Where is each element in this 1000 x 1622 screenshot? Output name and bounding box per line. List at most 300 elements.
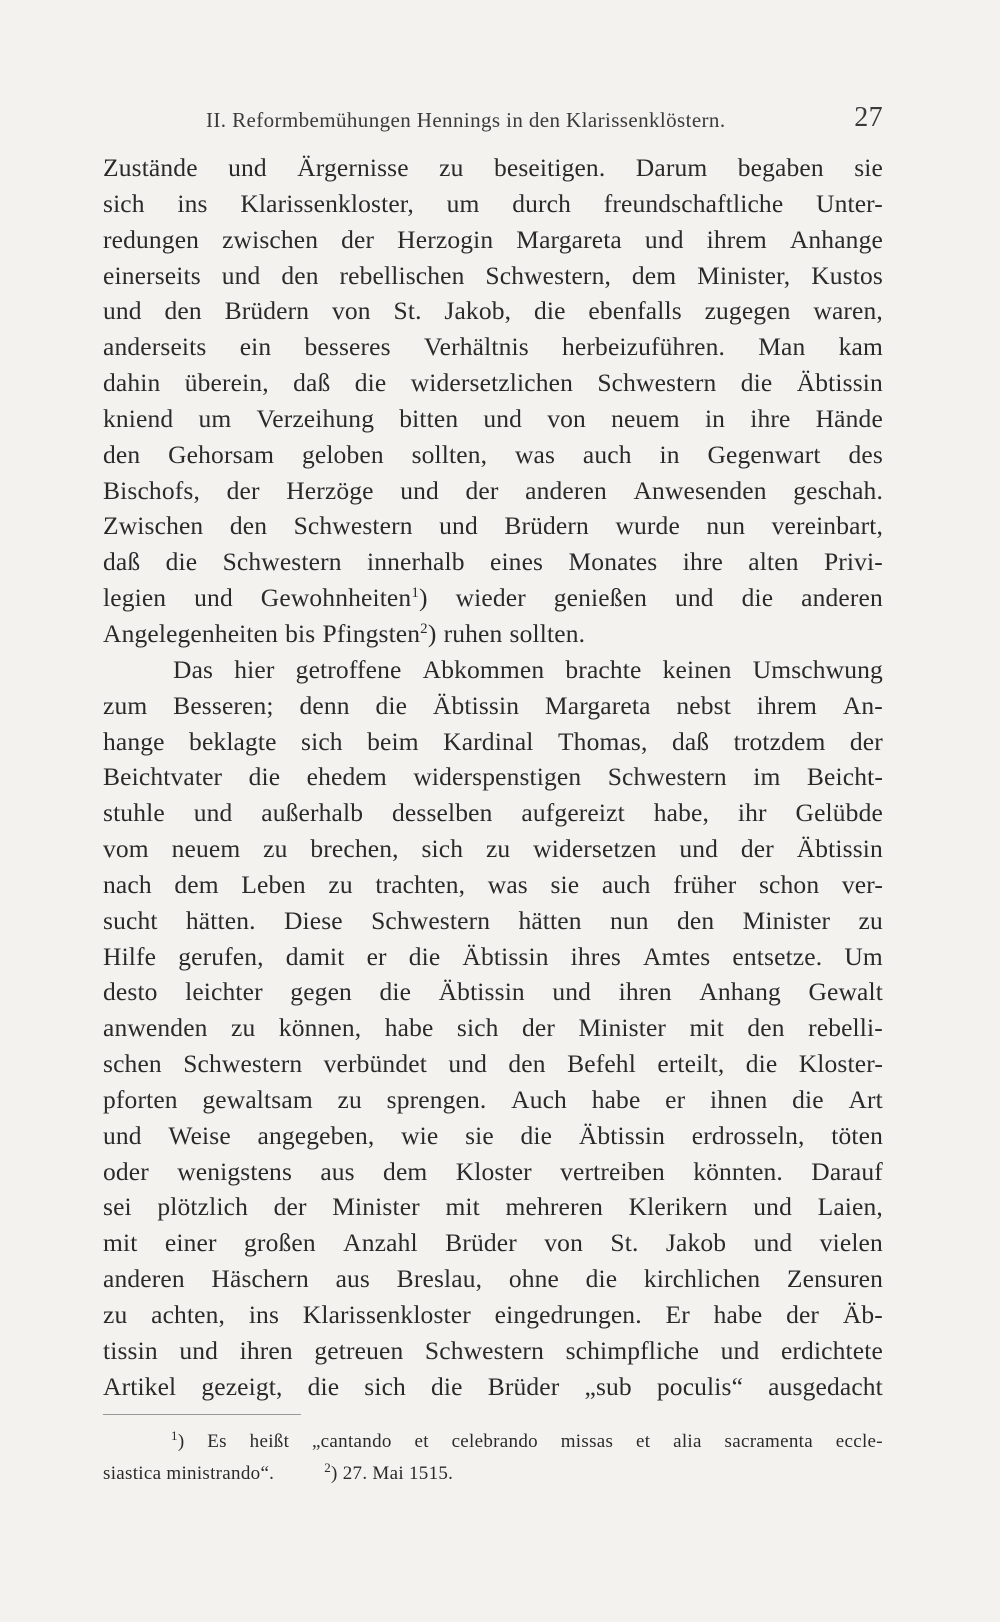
word: Minister,: [697, 260, 791, 290]
word: brechen,: [310, 834, 399, 864]
word: ausgedacht: [768, 1371, 883, 1401]
text-line: [103, 652, 883, 688]
word: Äbtissin: [796, 368, 883, 398]
word: Klarissenkloster: [302, 1300, 471, 1329]
word: Kustos: [811, 260, 883, 290]
word: anderseits: [103, 332, 207, 362]
word: Auch: [511, 1084, 567, 1114]
word: ihr: [737, 798, 767, 828]
word: Diese: [283, 905, 343, 935]
word: kirchlichen: [643, 1264, 761, 1294]
word: ehedem: [306, 762, 387, 792]
text-line: [103, 616, 883, 652]
word: Gelübde: [795, 798, 883, 828]
word: und: [179, 1335, 219, 1365]
word: gegen: [290, 977, 352, 1007]
word: Artikel: [103, 1371, 177, 1401]
word: widerspenstigen: [413, 762, 582, 792]
text-line: [103, 1333, 883, 1369]
text-line: [103, 1369, 883, 1405]
word: den: [229, 511, 268, 541]
word: Äbtissin: [578, 1120, 666, 1150]
word: dahin: [103, 368, 161, 398]
word: ver-: [841, 869, 883, 899]
word: sucht: [103, 905, 158, 935]
word: mit: [103, 1228, 138, 1258]
word: Gegenwart: [707, 439, 821, 469]
word: zu: [263, 834, 288, 864]
word: mit: [689, 1013, 724, 1043]
word: mehreren: [505, 1192, 603, 1222]
word: genießen: [553, 583, 648, 613]
word: um: [198, 403, 232, 433]
word: und: [674, 583, 714, 613]
word: „sub: [584, 1371, 632, 1401]
word: heißt: [249, 1431, 290, 1452]
word: und: [483, 403, 523, 433]
word: $^1$): [171, 1428, 185, 1452]
word: anderen: [801, 583, 883, 613]
footnote-text: $^2$) 27. Mai 1515.: [324, 1460, 454, 1484]
word: dem: [383, 1156, 428, 1186]
running-title: II. Reformbemühungen Hennings in den Klarissenklöstern.: [206, 108, 726, 132]
word: überein,: [184, 368, 269, 398]
word: oder: [103, 1156, 149, 1186]
word: und: [753, 1228, 793, 1258]
word: denn: [299, 690, 350, 720]
word: aus: [335, 1264, 371, 1294]
word: Monates: [568, 547, 658, 577]
word: zum: [103, 690, 148, 720]
word: „cantando: [311, 1431, 392, 1452]
word: die: [585, 1264, 618, 1294]
word: auch: [601, 869, 651, 899]
word: Anzahl: [343, 1228, 418, 1258]
word: die: [792, 1084, 824, 1114]
word: Zustände: [103, 153, 198, 182]
word: Äbtissin: [438, 977, 525, 1007]
word: zu: [337, 1084, 362, 1114]
word: innerhalb: [366, 547, 465, 577]
word: einer: [164, 1228, 217, 1258]
word: alia: [673, 1431, 702, 1452]
text-line: [103, 150, 883, 186]
text-line: [103, 258, 883, 294]
word: Anhange: [789, 224, 883, 254]
word: der: [786, 1300, 820, 1329]
text-line: [103, 1046, 883, 1082]
text-line: [103, 473, 883, 509]
text-line: [103, 1225, 883, 1261]
word: und: [103, 1120, 142, 1150]
text-line: [103, 508, 883, 544]
word: die: [248, 762, 281, 792]
word: wurde: [615, 511, 680, 541]
word: eines: [489, 547, 544, 577]
word: Anhang: [699, 977, 781, 1007]
word: entsetze.: [732, 941, 823, 971]
word: ihren: [239, 1335, 293, 1365]
word: der: [465, 475, 499, 505]
word: et: [636, 1431, 651, 1452]
word: beseitigen.: [493, 153, 606, 182]
word: trotzdem: [733, 726, 826, 756]
word: daß: [103, 547, 141, 577]
word: Beichtvater: [103, 762, 223, 792]
word: ihrem: [756, 690, 818, 720]
word: eccle-: [835, 1431, 883, 1452]
word: Angelegenheiten: [103, 618, 279, 648]
word: Kloster: [455, 1156, 532, 1186]
word: die: [307, 1371, 340, 1401]
text-line: [103, 1082, 883, 1118]
word: beim: [367, 726, 419, 756]
word: schon: [758, 869, 820, 899]
word: angegeben,: [257, 1120, 375, 1150]
word: Amtes: [643, 941, 711, 971]
word: desto: [103, 977, 158, 1007]
word: den: [164, 296, 202, 326]
word: hätten: [518, 905, 582, 935]
word: mit: [445, 1192, 480, 1222]
word: den: [281, 260, 319, 290]
word: damit: [285, 941, 345, 971]
word: habe: [384, 1013, 434, 1043]
text-line: [103, 1189, 883, 1225]
word: widersetzen: [533, 834, 657, 864]
body-text: [103, 150, 883, 1405]
word: des: [848, 439, 883, 469]
word: der: [273, 1192, 307, 1222]
word: Laien,: [817, 1192, 883, 1222]
word: et: [414, 1431, 429, 1452]
word: erdichtete: [780, 1335, 883, 1365]
word: besseres: [304, 332, 391, 362]
word: ihre: [682, 547, 723, 577]
word: sich: [421, 834, 464, 864]
word: sich: [456, 1013, 499, 1043]
word: die: [408, 941, 441, 971]
text-line: [103, 1154, 883, 1190]
word: Jakob,: [444, 296, 512, 326]
word: kam: [838, 332, 883, 362]
word: und: [448, 1049, 488, 1079]
word: Darauf: [811, 1156, 883, 1186]
word: Thomas,: [557, 726, 648, 756]
word: bis: [285, 618, 316, 648]
word: zu: [231, 1013, 256, 1043]
word: der: [522, 1013, 556, 1043]
text-line: [103, 222, 883, 258]
word: was: [514, 439, 556, 469]
word: könnten.: [693, 1156, 783, 1186]
text-line: [103, 1297, 883, 1333]
word: außerhalb: [261, 798, 364, 828]
word: getreuen: [314, 1335, 404, 1365]
word: schen: [103, 1049, 162, 1079]
word: Schwestern,: [485, 260, 611, 290]
text-line: [103, 1118, 883, 1154]
text-line: [103, 1261, 883, 1297]
word: habe: [591, 1084, 641, 1114]
word: neuem: [171, 834, 241, 864]
footnote-rule: [103, 1414, 301, 1415]
word: anwenden: [103, 1013, 208, 1043]
word: St.: [610, 1228, 639, 1258]
word: Margareta: [516, 224, 622, 254]
text-line: [103, 939, 883, 975]
word: ihrem: [706, 224, 767, 254]
word: großen: [244, 1228, 316, 1258]
word: Brüder: [445, 1228, 517, 1258]
word: Gewohnheiten$^1$): [260, 583, 428, 613]
word: neuem: [611, 403, 680, 433]
word: Abkommen: [422, 654, 545, 684]
word: Kardinal: [443, 726, 534, 756]
word: sie: [550, 869, 580, 899]
word: brachte: [565, 654, 642, 684]
word: die: [354, 368, 387, 398]
word: daß: [293, 368, 331, 398]
word: Minister: [332, 1192, 420, 1222]
word: ebenfalls: [588, 296, 682, 326]
word: Jakob: [665, 1228, 727, 1258]
word: und: [644, 224, 684, 254]
word: vertreiben: [560, 1156, 665, 1186]
word: eingedrungen.: [494, 1300, 642, 1329]
word: der: [226, 475, 260, 505]
word: um: [446, 188, 480, 218]
word: er: [665, 1084, 686, 1114]
word: tissin: [103, 1335, 158, 1365]
word: Das: [173, 654, 214, 684]
word: Schwestern: [222, 547, 342, 577]
word: von: [544, 1228, 583, 1258]
word: herbeizuführen.: [562, 332, 725, 362]
word: verbündet: [323, 1049, 427, 1079]
word: Äbtissin: [796, 834, 883, 864]
word: die: [375, 690, 408, 720]
word: zwischen: [222, 224, 319, 254]
word: hätten.: [185, 905, 256, 935]
word: Schwestern: [183, 1049, 303, 1079]
word: die: [379, 977, 412, 1007]
text-line: [103, 688, 883, 724]
word: zugegen: [704, 296, 791, 326]
word: die: [741, 583, 774, 613]
word: Darum: [635, 153, 708, 182]
word: einerseits: [103, 260, 201, 290]
word: die: [533, 296, 566, 326]
text-line: [103, 974, 883, 1010]
word: und: [720, 1335, 760, 1365]
word: Äbtissin: [432, 690, 520, 720]
footnotes: [103, 1426, 883, 1490]
word: zu: [485, 834, 511, 864]
word: dem: [631, 260, 677, 290]
word: keinen: [662, 654, 732, 684]
word: Verhältnis: [423, 332, 529, 362]
word: Brüdern: [224, 296, 310, 326]
footnote-text: siastica ministrando“.: [103, 1463, 275, 1484]
word: Um: [844, 941, 883, 971]
word: gezeigt,: [201, 1371, 283, 1401]
word: Minister: [742, 905, 831, 935]
word: Klarissenkloster,: [240, 188, 414, 218]
word: hier: [234, 654, 275, 684]
word: redungen: [103, 224, 200, 254]
word: Schwestern: [597, 368, 717, 398]
word: und: [221, 260, 261, 290]
word: und: [552, 977, 592, 1007]
word: nun: [706, 511, 746, 541]
word: in: [704, 403, 726, 433]
word: und: [439, 511, 478, 541]
word: Kloster-: [798, 1049, 883, 1079]
word: sei: [103, 1192, 132, 1222]
word: ein: [239, 332, 272, 362]
word: sollten.: [509, 618, 586, 648]
word: freundschaftliche: [603, 188, 784, 218]
word: die: [431, 1371, 463, 1401]
word: dem: [174, 869, 219, 899]
word: alten: [748, 547, 799, 577]
text-line: [103, 365, 883, 401]
word: wie: [401, 1120, 439, 1150]
word: Schwestern: [424, 1335, 544, 1365]
word: plötzlich: [157, 1192, 248, 1222]
word: erdrosseln,: [691, 1120, 805, 1150]
word: er: [366, 941, 387, 971]
word: Leben: [241, 869, 306, 899]
word: Privi-: [823, 547, 883, 577]
word: wieder: [455, 583, 526, 613]
word: töten: [831, 1120, 883, 1150]
word: der: [849, 726, 883, 756]
text-line: [103, 329, 883, 365]
text-line: [103, 437, 883, 473]
word: schimpfliche: [565, 1335, 700, 1365]
word: anderen: [103, 1264, 185, 1294]
word: Schwestern: [293, 511, 413, 541]
word: pforten: [103, 1084, 178, 1114]
word: beklagte: [189, 726, 277, 756]
word: leichter: [185, 977, 263, 1007]
word: Ärgernisse: [297, 153, 409, 182]
word: zu: [328, 869, 353, 899]
word: wenigstens: [177, 1156, 293, 1186]
word: Beicht-: [806, 762, 883, 792]
word: getroffene: [295, 654, 402, 684]
word: können,: [278, 1013, 362, 1043]
word: sie: [465, 1120, 494, 1150]
word: zu: [103, 1300, 128, 1329]
word: Herzogin: [397, 224, 494, 254]
word: Weise: [168, 1120, 231, 1150]
word: den: [747, 1013, 785, 1043]
word: in: [659, 439, 680, 469]
word: Gehorsam: [168, 439, 275, 469]
word: früher: [673, 869, 737, 899]
word: Zwischen: [103, 511, 204, 541]
word: Zensuren: [786, 1264, 883, 1294]
word: kniend: [103, 403, 174, 433]
word: und: [193, 798, 233, 828]
text-line: [103, 831, 883, 867]
word: geloben: [301, 439, 384, 469]
word: widersetzlichen: [410, 368, 573, 398]
word: anderen: [525, 475, 607, 505]
word: Man: [758, 332, 806, 362]
word: ihnen: [710, 1084, 768, 1114]
word: Häschern: [211, 1264, 309, 1294]
word: Art: [848, 1084, 883, 1114]
word: gerufen,: [178, 941, 264, 971]
footnote-line: [103, 1426, 883, 1458]
word: die: [740, 368, 773, 398]
text-line: [103, 795, 883, 831]
word: stuhle: [103, 798, 165, 828]
word: sacramenta: [724, 1431, 813, 1452]
word: nach: [103, 869, 152, 899]
word: zu: [858, 905, 883, 935]
word: ins: [177, 188, 208, 218]
word: sollten,: [411, 439, 488, 469]
text-line: [103, 401, 883, 437]
word: auch: [582, 439, 632, 469]
word: Hilfe: [103, 941, 157, 971]
word: und: [753, 1192, 792, 1222]
word: den: [508, 1049, 546, 1079]
word: hange: [103, 726, 165, 756]
word: den: [103, 439, 141, 469]
footnote-line: [103, 1458, 883, 1490]
word: Er: [665, 1300, 690, 1329]
word: sprengen.: [386, 1084, 487, 1114]
text-line: [103, 724, 883, 760]
word: zu: [439, 153, 464, 182]
word: von: [547, 403, 586, 433]
word: was: [487, 869, 528, 899]
word: rebelli-: [808, 1013, 883, 1043]
word: der: [740, 834, 774, 864]
word: waren,: [813, 296, 883, 326]
text-line: [103, 544, 883, 580]
word: Schwestern: [371, 905, 491, 935]
word: sich: [103, 188, 145, 218]
word: und: [194, 583, 233, 613]
word: Unter-: [816, 188, 883, 218]
word: Pfingsten$^2$): [322, 618, 437, 648]
word: geschah.: [793, 475, 883, 505]
word: Schwestern: [607, 762, 727, 792]
running-header: [103, 102, 883, 138]
word: trachten,: [375, 869, 466, 899]
word: Äb-: [842, 1300, 883, 1329]
word: achten,: [151, 1300, 226, 1329]
word: vom: [103, 834, 149, 864]
word: missas: [560, 1431, 614, 1452]
word: Bischofs,: [103, 475, 200, 505]
word: desselben: [392, 798, 493, 828]
word: die: [745, 1049, 778, 1079]
word: aufgereizt: [521, 798, 625, 828]
text-line: [103, 1010, 883, 1046]
word: nun: [609, 905, 649, 935]
word: Es: [207, 1431, 227, 1452]
word: Besseren;: [173, 690, 274, 720]
word: bitten: [399, 403, 459, 433]
